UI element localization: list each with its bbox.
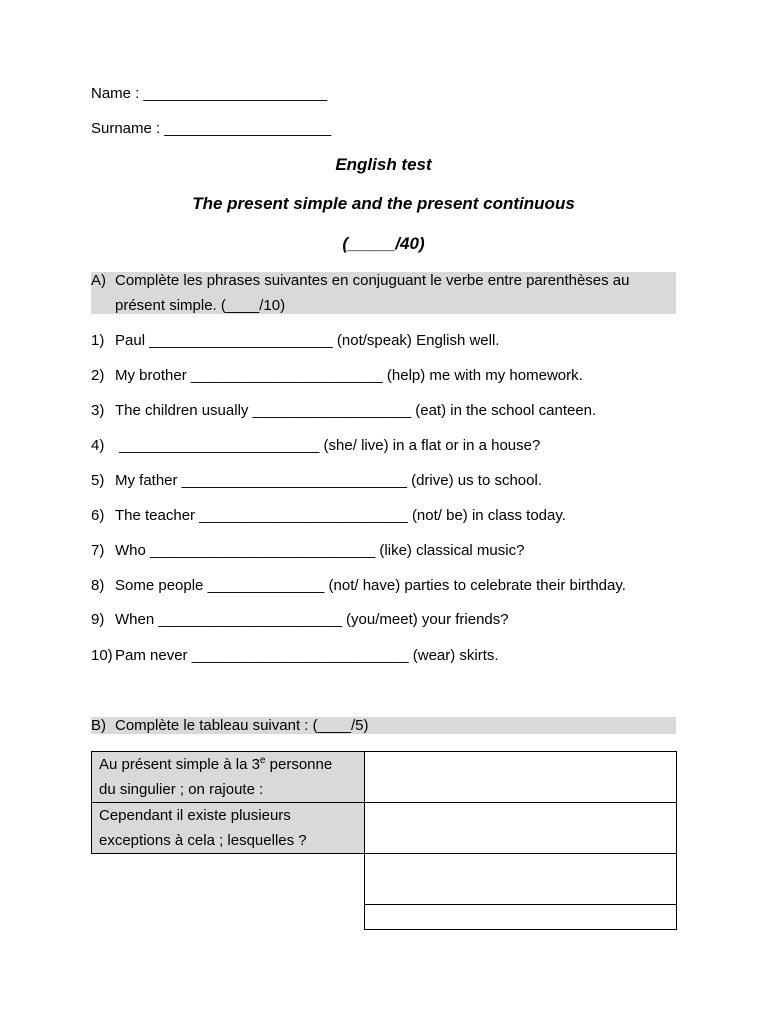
table-row xyxy=(92,803,677,854)
exercise-item[interactable]: My brother _______________________ (help) me with my homework. xyxy=(115,367,583,384)
section-a-instruction-line2: présent simple. (____/10) xyxy=(115,297,286,314)
name-field[interactable]: Name : ______________________ xyxy=(91,85,328,102)
page-title: English test xyxy=(335,155,432,174)
answer-cell[interactable] xyxy=(365,803,677,854)
table-label-cell xyxy=(92,803,365,854)
section-b-instruction: Complète le tableau suivant : (____/5) xyxy=(115,717,369,734)
exercise-item[interactable]: My father ___________________________ (drive) us to school. xyxy=(115,472,542,489)
exercise-item[interactable]: Some people ______________ (not/ have) parties to celebrate their birthday. xyxy=(115,577,626,594)
item-number: 6) xyxy=(91,507,105,524)
row1-superscript: e xyxy=(259,755,266,766)
exercise-item[interactable]: Pam never __________________________ (wear) skirts. xyxy=(115,647,499,664)
section-a-instruction-line1: Complète les phrases suivantes en conjuguant le verbe entre parenthèses au xyxy=(115,272,630,289)
row2-label-line1: Cependant il existe plusieurs xyxy=(99,807,291,824)
item-number: 9) xyxy=(91,611,105,628)
table-row xyxy=(92,905,677,930)
exercise-item[interactable]: Who ___________________________ (like) classical music? xyxy=(115,542,525,559)
exercise-item[interactable]: ________________________ (she/ live) in a flat or in a house? xyxy=(115,437,541,454)
table-label-cell xyxy=(92,752,365,803)
exercise-item[interactable]: The teacher _________________________ (not/ be) in class today. xyxy=(115,507,566,524)
exercise-item[interactable]: When ______________________ (you/meet) your friends? xyxy=(115,611,509,628)
answer-cell[interactable] xyxy=(365,854,677,905)
table-row xyxy=(92,854,677,905)
answer-cell[interactable] xyxy=(365,905,677,930)
item-number: 4) xyxy=(91,437,105,454)
section-a-letter: A) xyxy=(91,272,106,289)
answer-cell[interactable] xyxy=(365,752,677,803)
item-number: 3) xyxy=(91,402,105,419)
item-number: 8) xyxy=(91,577,105,594)
item-number: 1) xyxy=(91,332,105,349)
item-number: 2) xyxy=(91,367,105,384)
item-number: 5) xyxy=(91,472,105,489)
exercise-item[interactable]: Paul ______________________ (not/speak) English well. xyxy=(115,332,500,349)
empty-cell xyxy=(92,905,365,930)
section-b-letter: B) xyxy=(91,717,106,734)
row1-text-b: personne xyxy=(265,756,333,773)
row2-label-line2: exceptions à cela ; lesquelles ? xyxy=(99,832,307,849)
row1-text-a: Au présent simple à la 3 xyxy=(99,756,260,773)
item-number: 7) xyxy=(91,542,105,559)
total-score: (_____/40) xyxy=(342,234,425,253)
exercise-item[interactable]: The children usually ___________________ (eat) in the school canteen. xyxy=(115,402,597,419)
empty-cell xyxy=(92,854,365,905)
row1-label-line1 xyxy=(99,752,364,777)
table-row xyxy=(92,752,677,803)
page-subtitle: The present simple and the present continuous xyxy=(192,194,575,213)
completion-table xyxy=(91,751,677,930)
row1-label-line2: du singulier ; on rajoute : xyxy=(99,781,264,798)
item-number: 10) xyxy=(91,647,113,664)
surname-field[interactable]: Surname : ____________________ xyxy=(91,120,332,137)
